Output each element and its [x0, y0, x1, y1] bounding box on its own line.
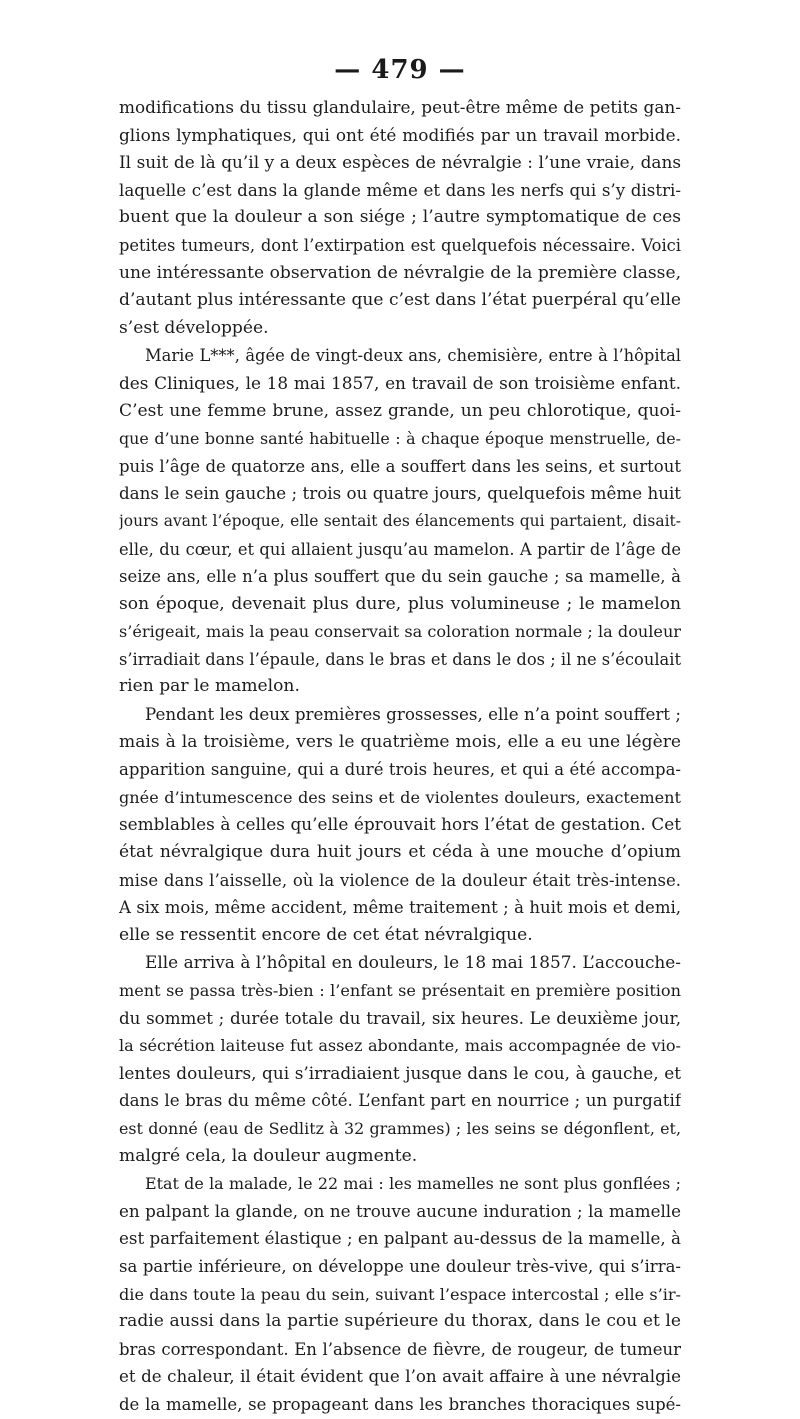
body-text: [119, 94, 681, 1419]
text-line: du sommet ; durée totale du travail, six heures. Le deuxième jour,: [119, 1007, 681, 1028]
text-line: la sécrétion laiteuse fut assez abondante, mais accompagnée de vio-: [119, 1036, 681, 1056]
text-line: en palpant la glande, on ne trouve aucune induration ; la mamelle: [119, 1200, 681, 1221]
text-line: ment se passa très-bien : l’enfant se présentait en première position: [119, 981, 681, 1000]
text-line: elle se ressentit encore de cet état névralgique.: [119, 924, 533, 945]
text-line: sa partie inférieure, on développe une douleur très-vive, qui s’irra-: [119, 1256, 681, 1276]
text-line: une intéressante observation de névralgie de la première classe,: [119, 262, 681, 283]
text-line: Elle arriva à l’hôpital en douleurs, le 18 mai 1857. L’accouche-: [145, 952, 681, 973]
text-line: dans le sein gauche ; trois ou quatre jours, quelquefois même huit: [119, 483, 681, 504]
text-line: Pendant les deux premières grossesses, elle n’a point souffert ;: [145, 704, 681, 725]
text-line: bras correspondant. En l’absence de fièvre, de rougeur, de tumeur: [119, 1339, 681, 1359]
text-line: A six mois, même accident, même traitement ; à huit mois et demi,: [119, 898, 681, 918]
text-line: est donné (eau de Sedlitz à 32 grammes) ; les seins se dégonflent, et,: [119, 1118, 681, 1138]
text-line: glions lymphatiques, qui ont été modifiés par un travail morbide.: [119, 124, 681, 145]
text-line: semblables à celles qu’elle éprouvait hors l’état de gestation. Cet: [119, 814, 681, 835]
text-line: C’est une femme brune, assez grande, un peu chlorotique, quoi-: [119, 400, 681, 421]
text-line: s’irradiait dans l’épaule, dans le bras et dans le dos ; il ne s’écoulait: [119, 649, 681, 669]
text-line: que d’une bonne santé habituelle : à chaque époque menstruelle, de-: [119, 429, 681, 449]
text-line: rien par le mamelon.: [119, 676, 300, 697]
text-line: état névralgique dura huit jours et céda à une mouche d’opium: [119, 842, 681, 863]
text-line: dans le bras du même côté. L’enfant part en nourrice ; un purgatif: [119, 1090, 681, 1111]
text-line: est parfaitement élastique ; en palpant au-dessus de la mamelle, à: [119, 1228, 681, 1249]
page-number: — 479 —: [334, 55, 466, 85]
text-line: de la mamelle, se propageant dans les branches thoraciques supé-: [119, 1394, 681, 1414]
text-line: elle, du cœur, et qui allaient jusqu’au mamelon. A partir de l’âge de: [119, 539, 681, 559]
text-line: apparition sanguine, qui a duré trois heures, et qui a été accompa-: [119, 760, 681, 780]
text-line: petites tumeurs, dont l’extirpation est quelquefois nécessaire. Voici: [119, 235, 681, 255]
text-line: Marie L***, âgée de vingt-deux ans, chemisière, entre à l’hôpital: [145, 346, 681, 366]
text-line: son époque, devenait plus dure, plus volumineuse ; le mamelon: [119, 593, 681, 614]
text-line: die dans toute la peau du sein, suivant l’espace intercostal ; elle s’ir-: [119, 1284, 681, 1304]
text-line: des Cliniques, le 18 mai 1857, en travail de son troisième enfant.: [119, 372, 681, 393]
text-line: et de chaleur, il était évident que l’on avait affaire à une névralgie: [119, 1366, 681, 1387]
text-line: gnée d’intumescence des seins et de violentes douleurs, exactement: [119, 787, 681, 807]
text-line: jours avant l’époque, elle sentait des élancements qui partaient, disait-: [119, 511, 681, 530]
text-line: modifications du tissu glandulaire, peut-être même de petits gan-: [119, 97, 681, 117]
text-line: d’autant plus intéressante que c’est dans l’état puerpéral qu’elle: [119, 290, 681, 311]
text-line: puis l’âge de quatorze ans, elle a souffert dans les seins, et surtout: [119, 456, 681, 476]
text-line: radie aussi dans la partie supérieure du thorax, dans le cou et le: [119, 1311, 681, 1332]
text-line: mais à la troisième, vers le quatrième mois, elle a eu une légère: [119, 731, 681, 752]
text-line: malgré cela, la douleur augmente.: [119, 1145, 418, 1166]
text-line: s’érigeait, mais la peau conservait sa coloration normale ; la douleur: [119, 622, 681, 642]
text-line: Etat de la malade, le 22 mai : les mamelles ne sont plus gonflées ;: [145, 1174, 681, 1194]
text-line: buent que la douleur a son siége ; l’autre symptomatique de ces: [119, 207, 681, 228]
text-line: s’est développée.: [119, 317, 269, 338]
text-line: seize ans, elle n’a plus souffert que du sein gauche ; sa mamelle, à: [119, 567, 681, 587]
text-line: laquelle c’est dans la glande même et dans les nerfs qui s’y distri-: [119, 179, 681, 200]
text-line: lentes douleurs, qui s’irradiaient jusque dans le cou, à gauche, et: [119, 1062, 681, 1083]
text-line: Il suit de là qu’il y a deux espèces de névralgie : l’une vraie, dans: [119, 152, 681, 173]
text-line: mise dans l’aisselle, où la violence de la douleur était très-intense.: [119, 870, 681, 890]
